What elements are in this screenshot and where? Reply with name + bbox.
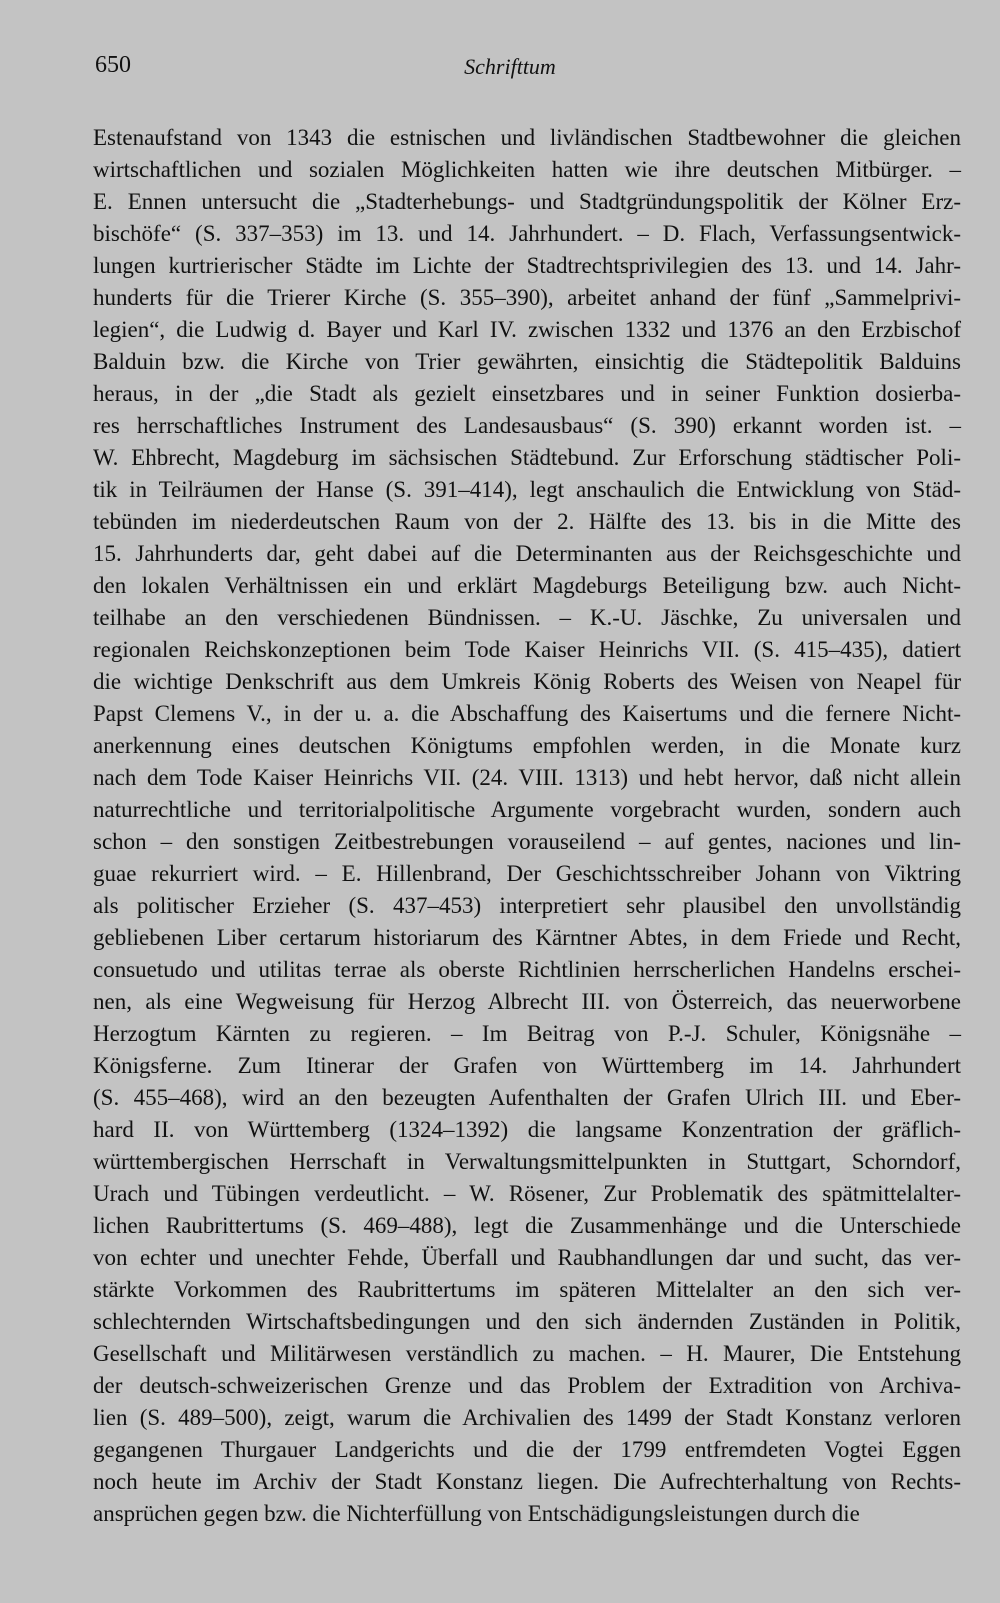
text-line: der deutsch-schweizerischen Grenze und das Problem der Extradition von Archiva- — [93, 1373, 961, 1398]
page-number: 650 — [95, 52, 131, 78]
text-line: regionalen Reichskonzeptionen beim Tode Kaiser Heinrichs VII. (S. 415–435), datiert — [93, 637, 961, 662]
text-line: die wichtige Denkschrift aus dem Umkreis König Roberts des Weisen von Neapel für — [93, 669, 961, 694]
text-line: lungen kurtrierischer Städte im Lichte der Stadtrechtsprivilegien des 13. und 14. Jahr- — [93, 253, 961, 278]
text-line: wirtschaftlichen und sozialen Möglichkeiten hatten wie ihre deutschen Mitbürger. – — [93, 157, 961, 182]
text-line: teilhabe an den verschiedenen Bündnissen. – K.-U. Jäschke, Zu universalen und — [93, 605, 961, 630]
body-text — [93, 122, 961, 1530]
text-line: als politischer Erzieher (S. 437–453) interpretiert sehr plausibel den unvollständig — [93, 893, 961, 918]
text-line: schlechternden Wirtschaftsbedingungen und den sich ändernden Zuständen in Politik, — [93, 1309, 961, 1334]
text-line: guae rekurriert wird. – E. Hillenbrand, Der Geschichtsschreiber Johann von Viktring — [93, 861, 961, 886]
text-line: W. Ehbrecht, Magdeburg im sächsischen Städtebund. Zur Erforschung städtischer Poli- — [93, 445, 961, 470]
text-line: tik in Teilräumen der Hanse (S. 391–414), legt anschaulich die Entwicklung von Städ- — [93, 477, 961, 502]
text-line: von echter und unechter Fehde, Überfall und Raubhandlungen dar und sucht, das ver- — [93, 1245, 961, 1270]
text-line: württembergischen Herrschaft in Verwaltungsmittelpunkten in Stuttgart, Schorndorf, — [93, 1149, 961, 1174]
text-line: E. Ennen untersucht die „Stadterhebungs- und Stadtgründungspolitik der Kölner Erz- — [93, 189, 961, 214]
text-line: anerkennung eines deutschen Königtums empfohlen werden, in die Monate kurz — [93, 733, 961, 758]
text-line: gebliebenen Liber certarum historiarum des Kärntner Abtes, in dem Friede und Recht, — [93, 925, 961, 950]
text-line: stärkte Vorkommen des Raubrittertums im späteren Mittelalter an den sich ver- — [93, 1277, 961, 1302]
running-title: Schrifttum — [464, 54, 556, 79]
text-line: schon – den sonstigen Zeitbestrebungen vorauseilend – auf gentes, naciones und lin- — [93, 829, 961, 854]
text-line: hard II. von Württemberg (1324–1392) die langsame Konzentration der gräflich- — [93, 1117, 961, 1142]
text-line: nen, als eine Wegweisung für Herzog Albrecht III. von Österreich, das neuerworbene — [93, 989, 961, 1014]
text-line: res herrschaftliches Instrument des Landesausbaus“ (S. 390) erkannt worden ist. – — [93, 413, 961, 438]
text-line: bischöfe“ (S. 337–353) im 13. und 14. Jahrhundert. – D. Flach, Verfassungsentwick- — [93, 221, 961, 246]
text-line: naturrechtliche und territorialpolitische Argumente vorgebracht wurden, sondern auch — [93, 797, 961, 822]
text-line: Königsferne. Zum Itinerar der Grafen von Württemberg im 14. Jahrhundert — [93, 1053, 961, 1078]
text-line: hunderts für die Trierer Kirche (S. 355–390), arbeitet anhand der fünf „Sammelprivi- — [93, 285, 961, 310]
text-line: (S. 455–468), wird an den bezeugten Aufenthalten der Grafen Ulrich III. und Eber- — [93, 1085, 961, 1110]
text-line: Gesellschaft und Militärwesen verständlich zu machen. – H. Maurer, Die Entstehung — [93, 1341, 961, 1366]
text-line: lichen Raubrittertums (S. 469–488), legt die Zusammenhänge und die Unterschiede — [93, 1213, 961, 1238]
text-line: Herzogtum Kärnten zu regieren. – Im Beitrag von P.-J. Schuler, Königsnähe – — [93, 1021, 961, 1046]
text-line: noch heute im Archiv der Stadt Konstanz liegen. Die Aufrechterhaltung von Rechts- — [93, 1469, 961, 1494]
text-line: den lokalen Verhältnissen ein und erklärt Magdeburgs Beteiligung bzw. auch Nicht- — [93, 573, 961, 598]
text-line: legien“, die Ludwig d. Bayer und Karl IV. zwischen 1332 und 1376 an den Erzbischof — [93, 317, 961, 342]
text-line: tebünden im niederdeutschen Raum von der 2. Hälfte des 13. bis in die Mitte des — [93, 509, 961, 534]
text-line: 15. Jahrhunderts dar, geht dabei auf die Determinanten aus der Reichsgeschichte und — [93, 541, 961, 566]
text-line: consuetudo und utilitas terrae als oberste Richtlinien herrscherlichen Handelns erschei- — [93, 957, 961, 982]
text-line: Papst Clemens V., in der u. a. die Abschaffung des Kaisertums und die fernere Nicht- — [93, 701, 961, 726]
text-line: ansprüchen gegen bzw. die Nichterfüllung von Entschädigungsleistungen durch die — [93, 1501, 860, 1526]
text-line: nach dem Tode Kaiser Heinrichs VII. (24. VIII. 1313) und hebt hervor, daß nicht allein — [93, 765, 961, 790]
text-line: lien (S. 489–500), zeigt, warum die Archivalien des 1499 der Stadt Konstanz verloren — [93, 1405, 961, 1430]
text-line: Urach und Tübingen verdeutlicht. – W. Rösener, Zur Problematik des spätmittelalter- — [93, 1181, 961, 1206]
text-line: heraus, in der „die Stadt als gezielt einsetzbares und in seiner Funktion dosierba- — [93, 381, 961, 406]
text-line: Balduin bzw. die Kirche von Trier gewährten, einsichtig die Städtepolitik Balduins — [93, 349, 961, 374]
text-line: gegangenen Thurgauer Landgerichts und die der 1799 entfremdeten Vogtei Eggen — [93, 1437, 961, 1462]
text-line: Estenaufstand von 1343 die estnischen und livländischen Stadtbewohner die gleichen — [93, 125, 961, 150]
